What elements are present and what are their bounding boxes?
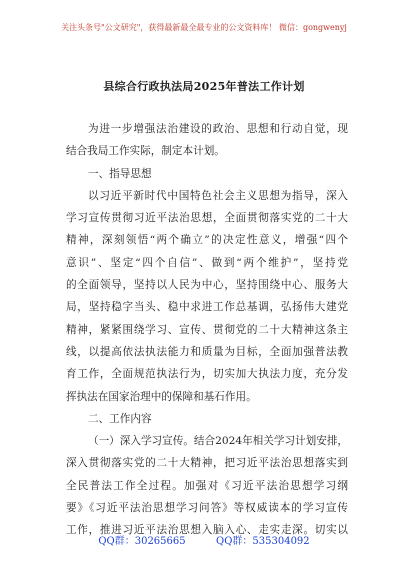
qq-group-1: QQ群：30265665 (98, 536, 186, 547)
paragraph-line: 的全面领导，坚持以人民为中心，坚持围绕中心、服务大 (66, 279, 348, 292)
paragraph-line: 深入贯彻落实党的二十大精神，把习近平法治思想落实到 (66, 457, 348, 470)
paragraph-line: 结合我局工作实际，制定本计划。 (66, 145, 225, 158)
paragraph-line: 工作，推进习近平法治思想入脑入心、走实走深。切实以 (66, 524, 348, 537)
paragraph-line: 学习宣传贯彻习近平法治思想，全面贯彻落实党的二十大 (66, 212, 348, 225)
document-body (66, 118, 348, 542)
paragraph-line: 以习近平新时代中国特色社会主义思想为指导，深入 (88, 189, 348, 202)
paragraph-line: 为进一步增强法治建设的政治、思想和行动自觉，现 (88, 123, 348, 135)
header-banner (0, 22, 408, 33)
paragraph-line: 育工作，全面规范执法行为，切实加大执法力度，充分发 (66, 368, 348, 381)
document-title: 县综合行政执法局2025年普法工作计划 (103, 80, 305, 93)
paragraph-line: 要》《习近平法治思想学习问答》等权威读本的学习宣传 (66, 502, 348, 515)
paragraph-line: （一）深入学习宣传。结合2024年相关学习计划安排， (88, 435, 349, 448)
section-heading-guiding-ideology: 一、指导思想 (88, 167, 152, 180)
paragraph-line: 意识”、坚定“四个自信”、做到“两个维护”，坚持党 (66, 256, 348, 269)
paragraph-line: 精神，紧紧围绕学习、宣传、贯彻党的二十大精神这条主 (66, 323, 348, 336)
footer-contact (0, 532, 408, 547)
paragraph-line: 挥执法在国家治理中的保障和基石作用。 (66, 390, 257, 403)
section-heading-work-content: 二、工作内容 (88, 412, 152, 425)
banner-text: 关注头条号"公文研究"，获得最新最全最专业的公文资料库！ 微信：gongwenyj (61, 23, 347, 32)
paragraph-line: 全民普法工作全过程。加强对《习近平法治思想学习纲 (66, 479, 348, 492)
paragraph-line: 局，坚持稳字当头、稳中求进工作总基调，弘扬伟大建党 (66, 301, 348, 314)
paragraph-line: 线，以提高依法执法能力和质量为目标，全面加强普法教 (66, 345, 348, 358)
paragraph-line: 精神，深刻领悟“两个确立”的决定性意义，增强“四个 (66, 234, 348, 247)
qq-group-2: QQ群：535304092 (216, 536, 310, 547)
